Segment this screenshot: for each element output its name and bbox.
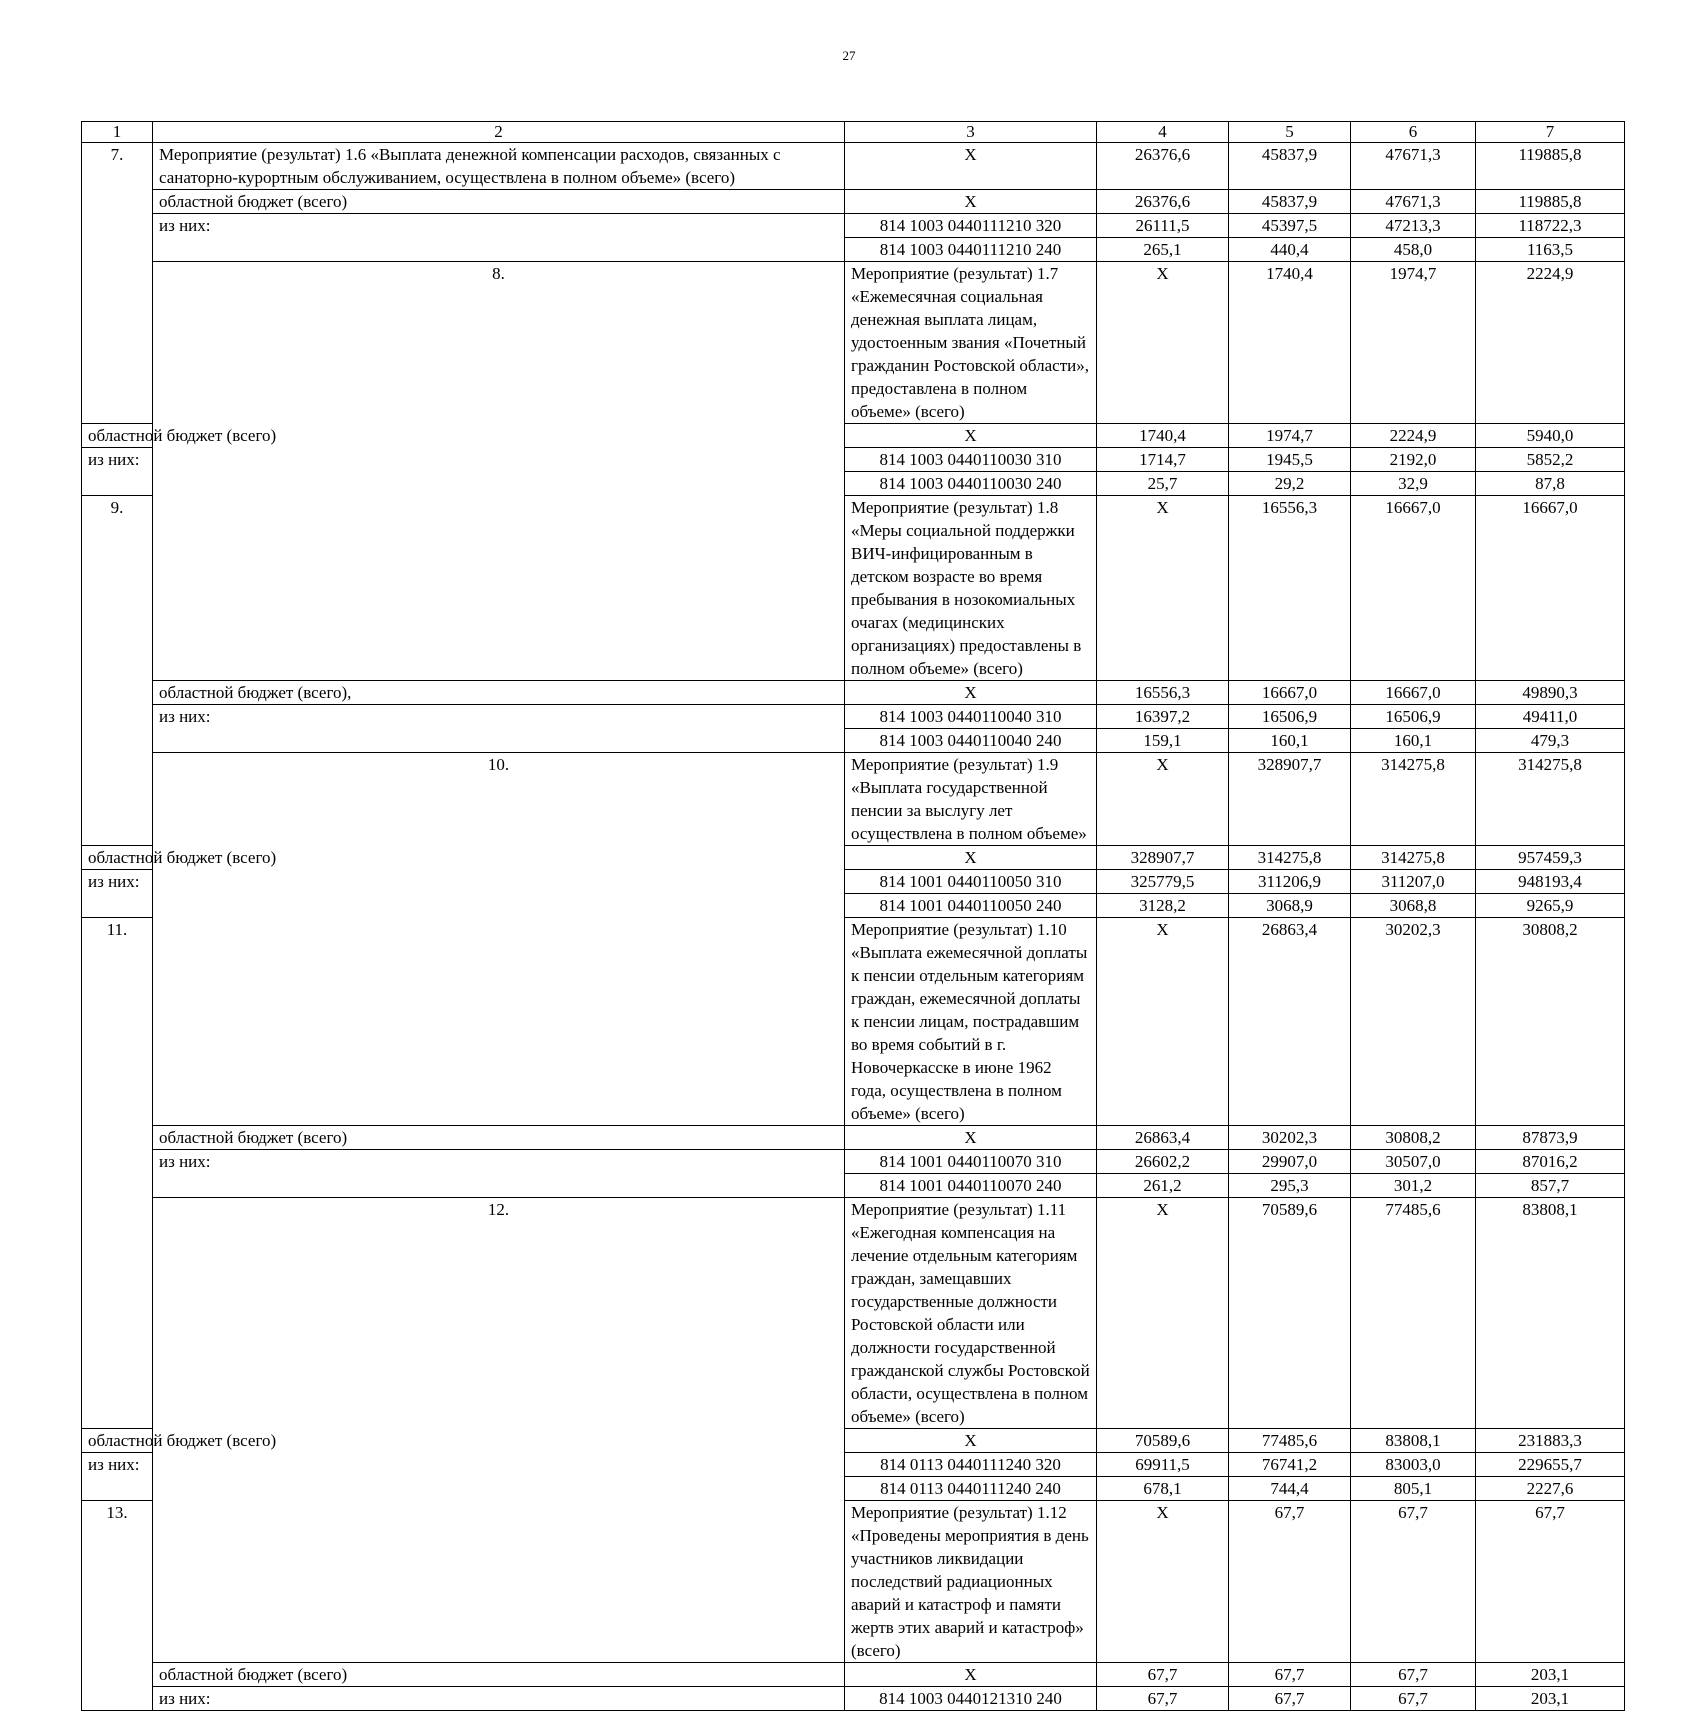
code-cell: Х <box>1097 918 1229 1126</box>
amount-cell: 70589,6 <box>1229 1198 1351 1429</box>
budget-code: 814 1001 0440110070 240 <box>845 1174 1097 1198</box>
row-number: 10. <box>153 753 845 1126</box>
budget-row <box>82 1126 1625 1150</box>
budget-label: областной бюджет (всего) <box>82 1429 153 1453</box>
row-number: 8. <box>153 262 845 681</box>
amount-cell: 16667,0 <box>1476 496 1625 681</box>
amount-cell: 87873,9 <box>1476 1126 1625 1150</box>
amount-cell: 1714,7 <box>1097 448 1229 472</box>
amount-cell: 160,1 <box>1351 729 1476 753</box>
amount-cell: 2192,0 <box>1351 448 1476 472</box>
budget-row <box>82 190 1625 214</box>
code-cell: Х <box>845 190 1097 214</box>
amount-cell: 1740,4 <box>1097 424 1229 448</box>
amount-cell: 3068,9 <box>1229 894 1351 918</box>
amount-cell: 30808,2 <box>1351 1126 1476 1150</box>
amount-cell: 47671,3 <box>1351 143 1476 190</box>
budget-code: 814 1001 0440110050 310 <box>845 870 1097 894</box>
measure-row <box>82 262 1625 424</box>
amount-cell: 67,7 <box>1351 1663 1476 1687</box>
amount-cell: 26111,5 <box>1097 214 1229 238</box>
amount-cell: 67,7 <box>1229 1501 1351 1663</box>
measure-row <box>82 143 1625 190</box>
amount-cell: 311206,9 <box>1229 870 1351 894</box>
amount-cell: 83808,1 <box>1351 1429 1476 1453</box>
amount-cell: 1974,7 <box>1229 424 1351 448</box>
budget-row <box>82 1663 1625 1687</box>
amount-cell: 2227,6 <box>1476 1477 1625 1501</box>
amount-cell: 77485,6 <box>1229 1429 1351 1453</box>
amount-cell: 16397,2 <box>1097 705 1229 729</box>
amount-cell: 440,4 <box>1229 238 1351 262</box>
budget-label: областной бюджет (всего) <box>153 190 845 214</box>
column-header: 7 <box>1476 122 1625 143</box>
amount-cell: 311207,0 <box>1351 870 1476 894</box>
code-cell: Х <box>845 681 1097 705</box>
page-number: 27 <box>842 48 856 63</box>
column-header: 1 <box>82 122 153 143</box>
amount-cell: 45397,5 <box>1229 214 1351 238</box>
amount-cell: 857,7 <box>1476 1174 1625 1198</box>
amount-cell: 49411,0 <box>1476 705 1625 729</box>
measure-row <box>82 1198 1625 1429</box>
breakdown-row <box>82 705 1625 729</box>
budget-code: 814 1003 0440110040 310 <box>845 705 1097 729</box>
row-number: 7. <box>82 143 153 424</box>
code-cell: Х <box>845 846 1097 870</box>
budget-code: 814 1003 0440110040 240 <box>845 729 1097 753</box>
amount-cell: 67,7 <box>1097 1663 1229 1687</box>
amount-cell: 26863,4 <box>1229 918 1351 1126</box>
code-cell: Х <box>1097 262 1229 424</box>
amount-cell: 76741,2 <box>1229 1453 1351 1477</box>
amount-cell: 805,1 <box>1351 1477 1476 1501</box>
of-which-label: из них: <box>82 870 153 918</box>
amount-cell: 29907,0 <box>1229 1150 1351 1174</box>
breakdown-row <box>82 214 1625 238</box>
amount-cell: 83808,1 <box>1476 1198 1625 1429</box>
code-cell: Х <box>845 143 1097 190</box>
budget-row <box>82 681 1625 705</box>
amount-cell: 1974,7 <box>1351 262 1476 424</box>
budget-code: 814 0113 0440111240 240 <box>845 1477 1097 1501</box>
budget-table <box>81 121 1625 1711</box>
measure-title: Мероприятие (результат) 1.9 «Выплата государственной пенсии за выслугу лет осуществлена в полном объеме» <box>845 753 1097 846</box>
measure-title: Мероприятие (результат) 1.7 «Ежемесячная социальная денежная выплата лицам, удостоенным звания «Почетный гражданин Ростовской области», предоставлена в полном объеме» (всего) <box>845 262 1097 424</box>
amount-cell: 67,7 <box>1229 1663 1351 1687</box>
breakdown-row <box>82 1150 1625 1174</box>
budget-code: 814 1003 0440111210 240 <box>845 238 1097 262</box>
amount-cell: 2224,9 <box>1476 262 1625 424</box>
budget-label: областной бюджет (всего) <box>153 1126 845 1150</box>
budget-code: 814 1003 0440111210 320 <box>845 214 1097 238</box>
column-header: 4 <box>1097 122 1229 143</box>
amount-cell: 87,8 <box>1476 472 1625 496</box>
code-cell: Х <box>845 1126 1097 1150</box>
amount-cell: 29,2 <box>1229 472 1351 496</box>
amount-cell: 118722,3 <box>1476 214 1625 238</box>
budget-label: областной бюджет (всего) <box>82 424 153 448</box>
of-which-label: из них: <box>153 1687 845 1711</box>
amount-cell: 1163,5 <box>1476 238 1625 262</box>
budget-code: 814 1003 0440121310 240 <box>845 1687 1097 1711</box>
amount-cell: 16556,3 <box>1097 681 1229 705</box>
amount-cell: 67,7 <box>1351 1687 1476 1711</box>
amount-cell: 30808,2 <box>1476 918 1625 1126</box>
amount-cell: 30202,3 <box>1229 1126 1351 1150</box>
amount-cell: 3128,2 <box>1097 894 1229 918</box>
amount-cell: 47671,3 <box>1351 190 1476 214</box>
amount-cell: 26863,4 <box>1097 1126 1229 1150</box>
measure-title: Мероприятие (результат) 1.8 «Меры социальной поддержки ВИЧ-инфицированным в детском возрасте во время пребывания в нозокомиальных очагах (медицинских организациях) предоставлены в полном объеме» (всего) <box>845 496 1097 681</box>
code-cell: Х <box>845 424 1097 448</box>
column-header: 3 <box>845 122 1097 143</box>
amount-cell: 203,1 <box>1476 1663 1625 1687</box>
amount-cell: 301,2 <box>1351 1174 1476 1198</box>
amount-cell: 261,2 <box>1097 1174 1229 1198</box>
budget-code: 814 1003 0440110030 310 <box>845 448 1097 472</box>
of-which-label: из них: <box>153 1150 845 1198</box>
of-which-label: из них: <box>82 1453 153 1501</box>
amount-cell: 5940,0 <box>1476 424 1625 448</box>
amount-cell: 30202,3 <box>1351 918 1476 1126</box>
code-cell: Х <box>1097 753 1229 846</box>
amount-cell: 67,7 <box>1351 1501 1476 1663</box>
amount-cell: 5852,2 <box>1476 448 1625 472</box>
measure-title: Мероприятие (результат) 1.10 «Выплата ежемесячной доплаты к пенсии отдельным категориям граждан, ежемесячной доплаты к пенсии лицам, пострадавшим во время событий в г. Новочеркасске в июне 1962 года, осуществлена в полном объеме» (всего) <box>845 918 1097 1126</box>
code-cell: Х <box>845 1663 1097 1687</box>
amount-cell: 83003,0 <box>1351 1453 1476 1477</box>
amount-cell: 45837,9 <box>1229 190 1351 214</box>
amount-cell: 26376,6 <box>1097 190 1229 214</box>
amount-cell: 16667,0 <box>1229 681 1351 705</box>
amount-cell: 295,3 <box>1229 1174 1351 1198</box>
amount-cell: 231883,3 <box>1476 1429 1625 1453</box>
amount-cell: 479,3 <box>1476 729 1625 753</box>
budget-code: 814 0113 0440111240 320 <box>845 1453 1097 1477</box>
amount-cell: 16506,9 <box>1351 705 1476 729</box>
budget-label: областной бюджет (всего), <box>153 681 845 705</box>
amount-cell: 314275,8 <box>1351 753 1476 846</box>
amount-cell: 325779,5 <box>1097 870 1229 894</box>
column-header: 6 <box>1351 122 1476 143</box>
amount-cell: 160,1 <box>1229 729 1351 753</box>
code-cell: Х <box>845 1429 1097 1453</box>
row-number: 13. <box>82 1501 153 1711</box>
amount-cell: 957459,3 <box>1476 846 1625 870</box>
amount-cell: 328907,7 <box>1229 753 1351 846</box>
of-which-label: из них: <box>82 448 153 496</box>
amount-cell: 948193,4 <box>1476 870 1625 894</box>
amount-cell: 229655,7 <box>1476 1453 1625 1477</box>
amount-cell: 16667,0 <box>1351 681 1476 705</box>
amount-cell: 25,7 <box>1097 472 1229 496</box>
amount-cell: 87016,2 <box>1476 1150 1625 1174</box>
column-header-row <box>82 122 1625 143</box>
amount-cell: 77485,6 <box>1351 1198 1476 1429</box>
column-header: 5 <box>1229 122 1351 143</box>
amount-cell: 458,0 <box>1351 238 1476 262</box>
amount-cell: 678,1 <box>1097 1477 1229 1501</box>
measure-title: Мероприятие (результат) 1.6 «Выплата денежной компенсации расходов, связанных с санаторно-курортным обслуживанием, осуществлена в полном объеме» (всего) <box>153 143 845 190</box>
row-number: 11. <box>82 918 153 1429</box>
amount-cell: 203,1 <box>1476 1687 1625 1711</box>
amount-cell: 67,7 <box>1097 1687 1229 1711</box>
code-cell: Х <box>1097 1501 1229 1663</box>
budget-code: 814 1003 0440110030 240 <box>845 472 1097 496</box>
amount-cell: 67,7 <box>1229 1687 1351 1711</box>
budget-code: 814 1001 0440110050 240 <box>845 894 1097 918</box>
of-which-label: из них: <box>153 214 845 262</box>
budget-label: областной бюджет (всего) <box>153 1663 845 1687</box>
amount-cell: 119885,8 <box>1476 190 1625 214</box>
amount-cell: 67,7 <box>1476 1501 1625 1663</box>
amount-cell: 16506,9 <box>1229 705 1351 729</box>
amount-cell: 328907,7 <box>1097 846 1229 870</box>
amount-cell: 314275,8 <box>1351 846 1476 870</box>
row-number: 12. <box>153 1198 845 1663</box>
amount-cell: 265,1 <box>1097 238 1229 262</box>
budget-label: областной бюджет (всего) <box>82 846 153 870</box>
amount-cell: 744,4 <box>1229 1477 1351 1501</box>
amount-cell: 26376,6 <box>1097 143 1229 190</box>
amount-cell: 1945,5 <box>1229 448 1351 472</box>
of-which-label: из них: <box>153 705 845 753</box>
amount-cell: 49890,3 <box>1476 681 1625 705</box>
measure-title: Мероприятие (результат) 1.11 «Ежегодная компенсация на лечение отдельным категориям граждан, замещавших государственные должности Ростовской области или должности государственной гражданской службы Ростовской области, осуществлена в полном объеме» (всего) <box>845 1198 1097 1429</box>
amount-cell: 1740,4 <box>1229 262 1351 424</box>
amount-cell: 16556,3 <box>1229 496 1351 681</box>
amount-cell: 3068,8 <box>1351 894 1476 918</box>
measure-title: Мероприятие (результат) 1.12 «Проведены мероприятия в день участников ликвидации последствий радиационных аварий и катастроф и памяти жертв этих аварий и катастроф» (всего) <box>845 1501 1097 1663</box>
amount-cell: 314275,8 <box>1229 846 1351 870</box>
amount-cell: 45837,9 <box>1229 143 1351 190</box>
column-header: 2 <box>153 122 845 143</box>
code-cell: Х <box>1097 1198 1229 1429</box>
amount-cell: 47213,3 <box>1351 214 1476 238</box>
amount-cell: 30507,0 <box>1351 1150 1476 1174</box>
measure-row <box>82 753 1625 846</box>
amount-cell: 69911,5 <box>1097 1453 1229 1477</box>
breakdown-row <box>82 1687 1625 1711</box>
code-cell: Х <box>1097 496 1229 681</box>
amount-cell: 2224,9 <box>1351 424 1476 448</box>
amount-cell: 119885,8 <box>1476 143 1625 190</box>
amount-cell: 32,9 <box>1351 472 1476 496</box>
amount-cell: 26602,2 <box>1097 1150 1229 1174</box>
amount-cell: 9265,9 <box>1476 894 1625 918</box>
amount-cell: 314275,8 <box>1476 753 1625 846</box>
amount-cell: 70589,6 <box>1097 1429 1229 1453</box>
row-number: 9. <box>82 496 153 846</box>
budget-code: 814 1001 0440110070 310 <box>845 1150 1097 1174</box>
amount-cell: 16667,0 <box>1351 496 1476 681</box>
amount-cell: 159,1 <box>1097 729 1229 753</box>
